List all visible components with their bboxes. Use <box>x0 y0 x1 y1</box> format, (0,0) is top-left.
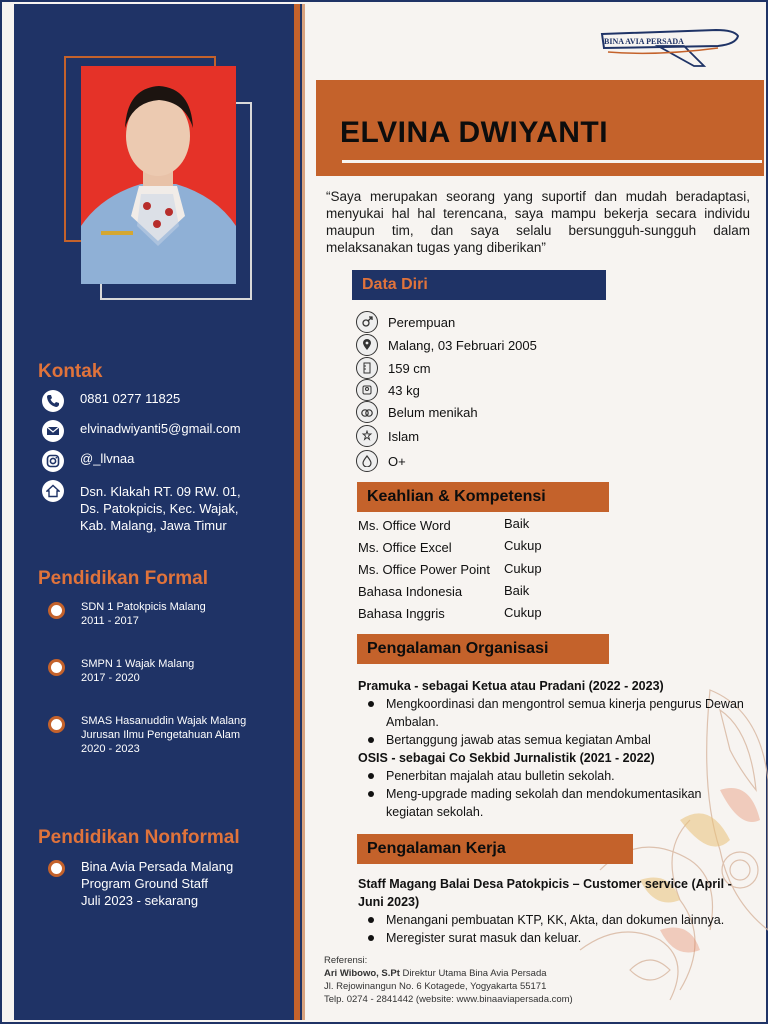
organization-heading-text: Pengalaman Organisasi <box>367 640 549 657</box>
weight-value: 43 kg <box>388 382 420 398</box>
skills-heading-text: Keahlian & Kompetensi <box>367 488 546 505</box>
weight-icon <box>356 379 378 401</box>
education-item <box>48 657 194 685</box>
phone-number: 0881 0277 11825 <box>80 391 181 406</box>
education-item <box>48 714 246 756</box>
email-address: elvinadwiyanti5@gmail.com <box>80 421 241 436</box>
marital-value: Belum menikah <box>388 404 478 420</box>
skill-level: Baik <box>504 516 530 531</box>
reference-label: Referensi: <box>324 955 368 966</box>
instagram-handle: @_llvnaa <box>80 451 135 466</box>
contact-address <box>42 480 241 534</box>
skill-name: Bahasa Indonesia <box>358 584 463 599</box>
work-heading-text: Pengalaman Kerja <box>367 840 506 857</box>
name-underline <box>342 160 762 163</box>
institution-name: Bina Avia Persada Malang <box>81 859 234 874</box>
personal-row <box>356 450 406 472</box>
birth-value: Malang, 03 Februari 2005 <box>388 337 537 353</box>
reference-contact: Telp. 0274 - 2841442 (website: www.binaaviapersada.com) <box>324 994 573 1005</box>
timeline-dot <box>48 860 65 877</box>
contact-phone <box>42 390 180 412</box>
organization-role: OSIS - sebagai Co Sekbid Jurnalistik (2021 - 2022) <box>358 751 655 765</box>
program-years: Juli 2023 - sekarang <box>81 893 199 908</box>
skill-name: Ms. Office Word <box>358 518 451 533</box>
organization-point: Bertanggung jawab atas semua kegiatan Ambal <box>366 731 748 749</box>
nonformal-education-item <box>48 858 233 909</box>
skill-name: Bahasa Inggris <box>358 606 445 621</box>
skill-level: Baik <box>504 583 530 598</box>
gender-icon <box>356 311 378 333</box>
personal-row <box>356 311 455 333</box>
school-years: 2011 - 2017 <box>81 615 139 627</box>
skills-heading <box>357 482 609 512</box>
height-icon <box>356 357 378 379</box>
work-role: Staff Magang Balai Desa Patokpicis – Customer service (April - Juni 2023) <box>358 877 732 909</box>
religion-value: Islam <box>388 428 420 444</box>
timeline-dot <box>48 602 65 619</box>
rings-icon <box>356 401 378 423</box>
work-list <box>358 875 748 947</box>
blood-value: O+ <box>388 453 406 469</box>
nonformal-education-heading: Pendidikan Nonformal <box>38 827 240 848</box>
school-name: SDN 1 Patokpicis Malang <box>81 601 206 613</box>
reference-address: Jl. Rejowinangun No. 6 Kotagede, Yogyakarta 55171 <box>324 981 547 992</box>
email-icon <box>42 420 64 442</box>
home-icon <box>42 480 64 502</box>
reference-block <box>324 954 573 1006</box>
skill-level: Cukup <box>504 605 542 620</box>
blood-icon <box>356 450 378 472</box>
address-line: Dsn. Klakah RT. 09 RW. 01, <box>80 484 241 499</box>
skill-level: Cukup <box>504 538 542 553</box>
skill-name: Ms. Office Power Point <box>358 562 490 577</box>
address-line: Ds. Patokpicis, Kec. Wajak, <box>80 501 239 516</box>
phone-icon <box>42 390 64 412</box>
organization-point: Mengkoordinasi dan mengontrol semua kinerja pengurus Dewan Ambalan. <box>366 695 748 731</box>
school-name: SMPN 1 Wajak Malang <box>81 658 195 670</box>
school-years: 2017 - 2020 <box>81 672 140 684</box>
personal-row <box>356 379 420 401</box>
personal-data-heading <box>352 270 606 300</box>
work-point: Menangani pembuatan KTP, KK, Akta, dan dokumen lainnya. <box>366 911 748 929</box>
reference-title: Direktur Utama Bina Avia Persada <box>399 968 547 979</box>
contact-heading: Kontak <box>38 361 103 382</box>
sidebar-stripe-light <box>302 4 305 1020</box>
organization-list <box>358 677 748 821</box>
height-value: 159 cm <box>388 360 431 376</box>
skill-name: Ms. Office Excel <box>358 540 452 555</box>
address-line: Kab. Malang, Jawa Timur <box>80 518 227 533</box>
organization-point: Meng-upgrade mading sekolah dan mendokumentasikan kegiatan sekolah. <box>366 785 748 821</box>
school-major: Jurusan Ilmu Pengetahuan Alam <box>81 729 240 741</box>
candidate-name: ELVINA DWIYANTI <box>340 116 609 149</box>
timeline-dot <box>48 659 65 676</box>
personal-row <box>356 425 419 447</box>
formal-education-heading: Pendidikan Formal <box>38 568 208 589</box>
gender-value: Perempuan <box>388 314 456 330</box>
skill-level: Cukup <box>504 561 542 576</box>
personal-row <box>356 334 537 356</box>
religion-icon <box>356 425 378 447</box>
instagram-icon <box>42 450 64 472</box>
logo-text: BINA AVIA PERSADA <box>604 37 684 46</box>
location-icon <box>356 334 378 356</box>
organization-role: Pramuka - sebagai Ketua atau Pradani (2022 - 2023) <box>358 679 664 693</box>
school-years: 2020 - 2023 <box>81 743 140 755</box>
sidebar-stripe <box>294 4 300 1020</box>
contact-email <box>42 420 241 442</box>
address-text <box>80 483 241 534</box>
profile-photo <box>81 66 236 284</box>
timeline-dot <box>48 716 65 733</box>
education-item <box>48 600 206 628</box>
personal-row <box>356 401 478 423</box>
personal-data-heading-text: Data Diri <box>362 276 428 293</box>
organization-point: Penerbitan majalah atau bulletin sekolah. <box>366 767 748 785</box>
personal-row <box>356 357 431 379</box>
contact-instagram <box>42 450 134 472</box>
personal-summary: “Saya merupakan seorang yang suportif dan mudah beradaptasi, menyukai hal hal terencana, saya mampu bekerja secara individu maupun tim, dan saya selalu bersungguh-sungguh dalam melaksanakan tugas yang diberikan” <box>326 189 750 255</box>
organization-heading <box>357 634 609 664</box>
work-heading <box>357 834 633 864</box>
program-name: Program Ground Staff <box>81 876 208 891</box>
reference-person: Ari Wibowo, S.Pt <box>324 968 400 979</box>
school-name: SMAS Hasanuddin Wajak Malang <box>81 715 247 727</box>
work-point: Meregister surat masuk dan keluar. <box>366 929 748 947</box>
bina-avia-persada-logo <box>598 22 740 74</box>
